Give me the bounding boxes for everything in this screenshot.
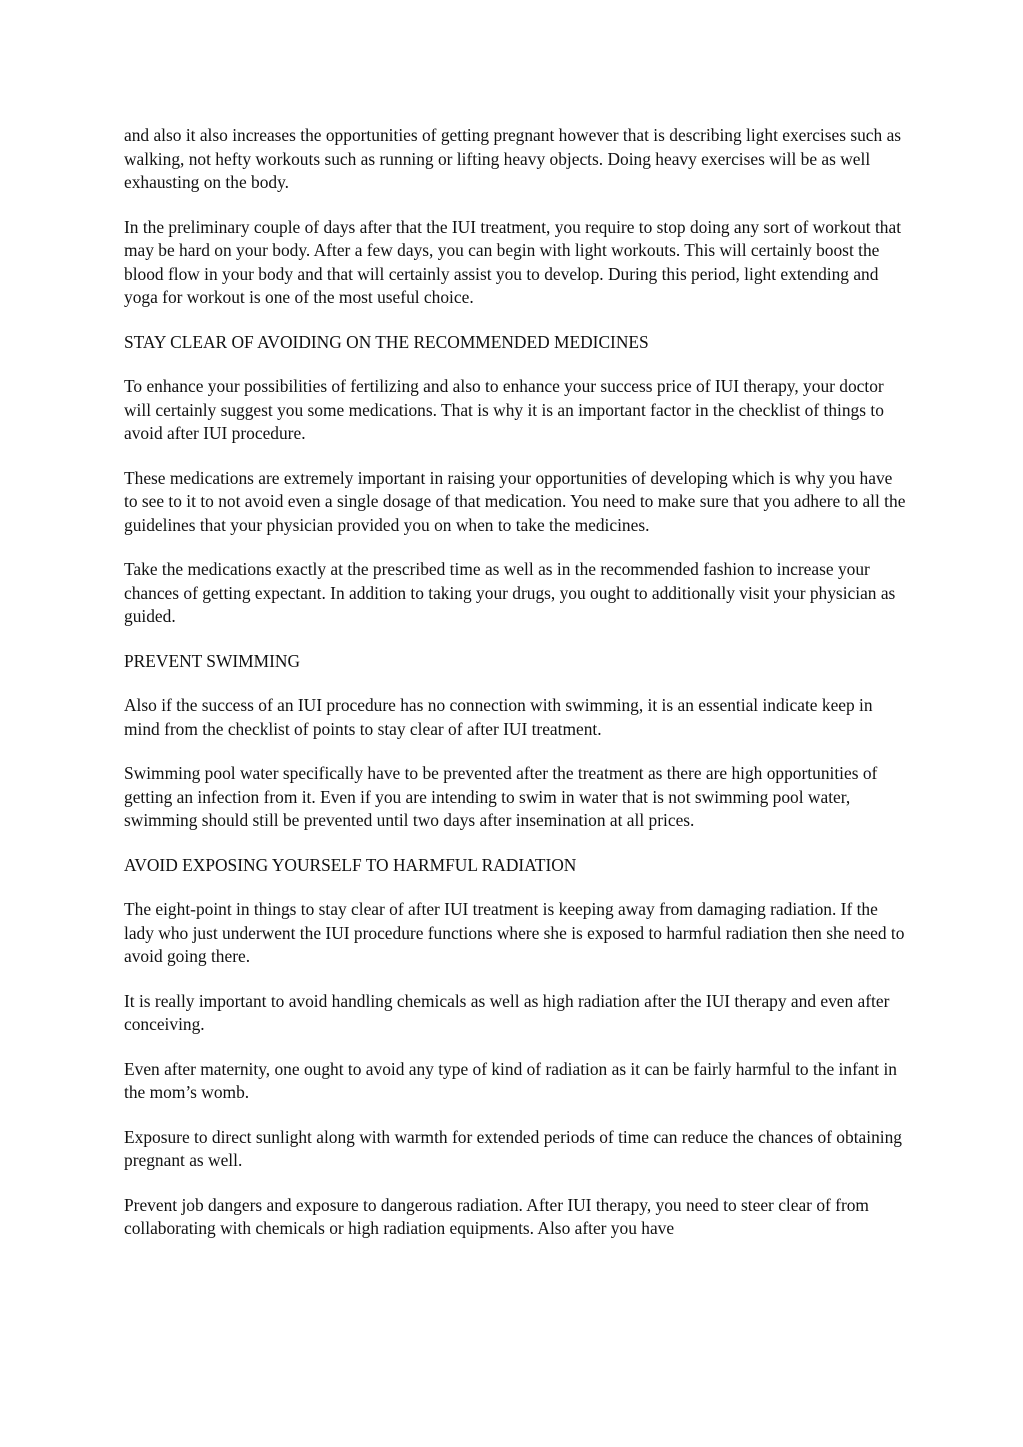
heading-swimming: PREVENT SWIMMING	[124, 650, 301, 671]
paragraph-light-exercise: and also it also increases the opportunities of getting pregnant however that is describing light exercises such as walking, not hefty workouts such as running or lifting heavy objects. Doing heavy exercises will be as well exhausting on the body.	[124, 125, 902, 193]
paragraph-medications-suggested: To enhance your possibilities of fertilizing and also to enhance your success price of IUI therapy, your doctor will certainly suggest you some medications. That is why it is an important factor in the checklist of things to avoid after IUI procedure.	[124, 376, 884, 444]
paragraph-radiation-maternity: Even after maternity, one ought to avoid any type of kind of radiation as it can be fairly harmful to the infant in the mom’s womb.	[124, 1058, 897, 1103]
document-page	[124, 124, 910, 1262]
paragraph-sunlight: Exposure to direct sunlight along with warmth for extended periods of time can reduce the chances of obtaining pregnant as well.	[124, 1126, 902, 1171]
paragraph-medications-important: These medications are extremely important in raising your opportunities of developing which is why you have to see to it to not avoid even a single dosage of that medication. You need to make sure that you adhere to all the guidelines that your physician provided you on when to take the medicines.	[124, 467, 906, 535]
paragraph-radiation-chemicals: It is really important to avoid handling chemicals as well as high radiation after the IUI therapy and even after conceiving.	[124, 990, 890, 1035]
heading-medicines: STAY CLEAR OF AVOIDING ON THE RECOMMENDED MEDICINES	[124, 331, 649, 352]
paragraph-workout-after-iui: In the preliminary couple of days after that the IUI treatment, you require to stop doing any sort of workout that may be hard on your body. After a few days, you can begin with light workouts. This will certainly boost the blood flow in your body and that will certainly assist you to develop. During this period, light extending and yoga for workout is one of the most useful choice.	[124, 216, 902, 308]
paragraph-radiation-eight-point: The eight-point in things to stay clear of after IUI treatment is keeping away from damaging radiation. If the lady who just underwent the IUI procedure functions where she is exposed to harmful radiation then she need to avoid going there.	[124, 899, 905, 967]
heading-radiation: AVOID EXPOSING YOURSELF TO HARMFUL RADIATION	[124, 854, 577, 875]
paragraph-swimming-pool: Swimming pool water specifically have to be prevented after the treatment as there are high opportunities of getting an infection from it. Even if you are intending to swim in water that is not swimming pool water, swimming should still be prevented until two days after insemination at all prices.	[124, 763, 878, 831]
paragraph-job-dangers: Prevent job dangers and exposure to dangerous radiation. After IUI therapy, you need to steer clear of from collaborating with chemicals or high radiation equipments. Also after you have	[124, 1194, 869, 1239]
paragraph-swimming-checklist: Also if the success of an IUI procedure has no connection with swimming, it is an essential indicate keep in mind from the checklist of points to stay clear of after IUI treatment.	[124, 695, 873, 739]
paragraph-medications-timing: Take the medications exactly at the prescribed time as well as in the recommended fashion to increase your chances of getting expectant. In addition to taking your drugs, you ought to additionally visit your physician as guided.	[124, 559, 896, 627]
